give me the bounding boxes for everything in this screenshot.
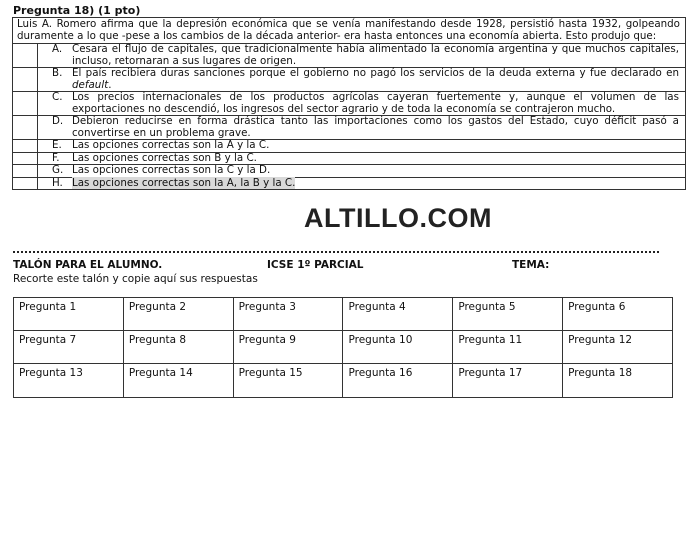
- answer-cell[interactable]: Pregunta 14: [123, 364, 233, 398]
- answer-cell[interactable]: Pregunta 13: [14, 364, 124, 398]
- answer-cell[interactable]: Pregunta 2: [123, 298, 233, 331]
- answer-cell[interactable]: Pregunta 3: [233, 298, 343, 331]
- answer-row: [14, 298, 673, 331]
- option-text: Las opciones correctas son B y la C.: [68, 152, 686, 165]
- watermark-logo: ALTILLO.COM: [304, 203, 492, 233]
- option-text: Las opciones correctas son la A y la C.: [68, 140, 686, 153]
- option-row-c: [13, 92, 686, 116]
- answer-cell[interactable]: Pregunta 17: [453, 364, 563, 398]
- answer-cell[interactable]: Pregunta 12: [563, 331, 673, 364]
- option-text-highlighted: Las opciones correctas son la A, la B y la C.: [72, 176, 296, 189]
- answer-cell[interactable]: Pregunta 5: [453, 298, 563, 331]
- answer-cell[interactable]: Pregunta 1: [14, 298, 124, 331]
- option-row-d: [13, 116, 686, 140]
- option-text: Las opciones correctas son la C y la D.: [68, 165, 686, 178]
- answer-cell[interactable]: Pregunta 9: [233, 331, 343, 364]
- question-stem: Luis A. Romero afirma que la depresión económica que se venía manifestando desde 1928, persistió hasta 1932, golpeando duramente a lo que -pese a los cambios de la década anterior- era hasta entonces una economía abierta. Esto produjo que:: [13, 18, 686, 44]
- option-row-h: [13, 177, 686, 190]
- talon-instruction: Recorte este talón y copie aquí sus respuestas: [13, 273, 258, 285]
- option-row-b: [13, 68, 686, 92]
- option-text: [68, 177, 686, 190]
- option-row-f: [13, 152, 686, 165]
- option-letter: D.: [38, 116, 69, 140]
- option-letter: H.: [38, 177, 69, 190]
- answer-grid: [13, 297, 673, 398]
- answer-row: [14, 331, 673, 364]
- option-row-e: [13, 140, 686, 153]
- option-letter: B.: [38, 68, 69, 92]
- option-text: Los precios internacionales de los productos agrícolas cayeran fuertemente y, aunque el volumen de las exportaciones no descendió, los ingresos del sector agrario y de toda la economía se contrajeron mucho.: [68, 92, 686, 116]
- answer-cell[interactable]: Pregunta 6: [563, 298, 673, 331]
- option-row-a: [13, 44, 686, 68]
- answer-cell[interactable]: Pregunta 7: [14, 331, 124, 364]
- answer-row: [14, 364, 673, 398]
- option-text: Debieron reducirse en forma drástica tanto las importaciones como los gastos del Estado, cuyo déficit pasó a convertirse en un problema grave.: [68, 116, 686, 140]
- question-title: Pregunta 18) (1 pto): [13, 4, 141, 17]
- answer-cell[interactable]: Pregunta 8: [123, 331, 233, 364]
- option-letter: E.: [38, 140, 69, 153]
- option-letter: G.: [38, 165, 69, 178]
- talon-title: TALÓN PARA EL ALUMNO.: [13, 259, 163, 271]
- answer-cell[interactable]: Pregunta 15: [233, 364, 343, 398]
- answer-cell[interactable]: Pregunta 11: [453, 331, 563, 364]
- answer-cell[interactable]: Pregunta 18: [563, 364, 673, 398]
- talon-exam: ICSE 1º PARCIAL: [267, 259, 364, 271]
- option-text: El país recibiera duras sanciones porque el gobierno no pagó los servicios de la deuda externa y fue declarado en default.: [68, 68, 686, 92]
- option-text: Cesara el flujo de capitales, que tradicionalmente había alimentado la economía argentina y que muchos capitales, incluso, retornaran a sus lugares de origen.: [68, 44, 686, 68]
- option-text-main: El país recibiera duras sanciones porque el gobierno no pagó los servicios de la deuda externa y fue declarado en: [72, 67, 679, 79]
- answer-cell[interactable]: Pregunta 10: [343, 331, 453, 364]
- option-row-g: [13, 165, 686, 178]
- answer-cell[interactable]: Pregunta 4: [343, 298, 453, 331]
- option-letter: F.: [38, 152, 69, 165]
- question-table: [12, 17, 686, 190]
- option-text-emphasis: default: [72, 78, 109, 91]
- option-letter: C.: [38, 92, 69, 116]
- cut-line: [13, 251, 659, 253]
- talon-tema: TEMA:: [512, 259, 550, 271]
- answer-cell[interactable]: Pregunta 16: [343, 364, 453, 398]
- option-letter: A.: [38, 44, 69, 68]
